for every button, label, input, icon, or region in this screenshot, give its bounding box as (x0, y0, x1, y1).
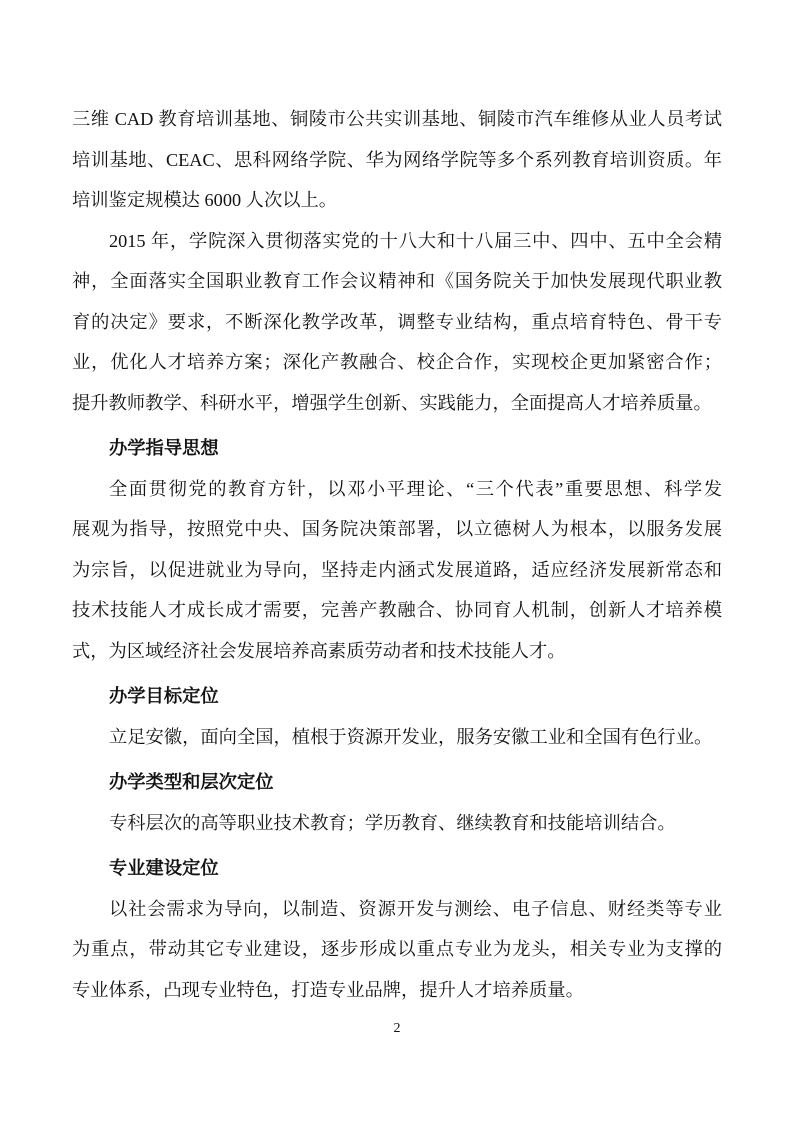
heading-text: 办学指导思想 (109, 438, 219, 458)
text-line: 专科层次的高等职业技术教育；学历教育、继续教育和技能培训结合。 (109, 812, 676, 833)
text-line: 以社会需求为导向，以制造、资源开发与测绘、电子信息、财经类等专业 (109, 898, 722, 919)
text-line: 育的决定》要求，不断深化教学改革，调整专业结构，重点培育特色、骨干专 (72, 311, 722, 332)
heading-text: 办学目标定位 (109, 686, 219, 706)
paragraph (72, 889, 722, 1011)
text-line: 2015 年，学院深入贯彻落实党的十八大和十八届三中、四中、五中全会精 (109, 230, 722, 251)
text-line: 专业体系，凸现专业特色，打造专业品牌，提升人才培养质量。 (72, 979, 584, 1000)
paragraph (72, 221, 722, 424)
text-line: 神，全面落实全国职业教育工作会议精神和《国务院关于加快发展现代职业教 (72, 271, 722, 291)
text-line: 三维 CAD 教育培训基地、铜陵市公共实训基地、铜陵市汽车维修从业人员考试 (72, 109, 722, 129)
text-line: 提升教师教学、科研水平，增强学生创新、实践能力，全面提高人才培养质量。 (72, 392, 712, 413)
text-line: 全面贯彻党的教育方针，以邓小平理论、“三个代表”重要思想、科学发 (109, 478, 722, 499)
page-body-text (72, 99, 722, 1010)
text-line: 培训基地、CEAC、思科网络学院、华为网络学院等多个系列教育培训资质。年 (72, 149, 722, 170)
paragraph (72, 803, 722, 844)
paragraph (72, 717, 722, 758)
text-line: 展观为指导，按照党中央、国务院决策部署，以立德树人为根本，以服务发展 (72, 519, 722, 539)
text-line: 业，优化人才培养方案；深化产教融合、校企合作，实现校企更加紧密合作； (72, 352, 722, 372)
section-heading (72, 676, 722, 717)
text-line: 立足安徽，面向全国，植根于资源开发业，服务安徽工业和全国有色行业。 (109, 726, 713, 747)
page-number: 2 (393, 1021, 401, 1036)
text-line: 为重点，带动其它专业建设，逐步形成以重点专业为龙头，相关专业为支撑的 (72, 939, 722, 959)
text-line: 式，为区域经济社会发展培养高素质劳动者和技术技能人才。 (72, 640, 566, 661)
paragraph (72, 469, 722, 672)
text-line: 为宗旨，以促进就业为导向，坚持走内涵式发展道路，适应经济发展新常态和 (72, 559, 722, 580)
heading-text: 专业建设定位 (109, 858, 219, 878)
heading-text: 办学类型和层次定位 (109, 772, 274, 792)
text-line: 培训鉴定规模达 6000 人次以上。 (72, 190, 338, 210)
section-heading (72, 762, 722, 803)
text-line: 技术技能人才成长成才需要，完善产教融合、协同育人机制，创新人才培养模 (72, 600, 722, 620)
section-heading (72, 428, 722, 469)
section-heading (72, 848, 722, 889)
paragraph (72, 99, 722, 221)
